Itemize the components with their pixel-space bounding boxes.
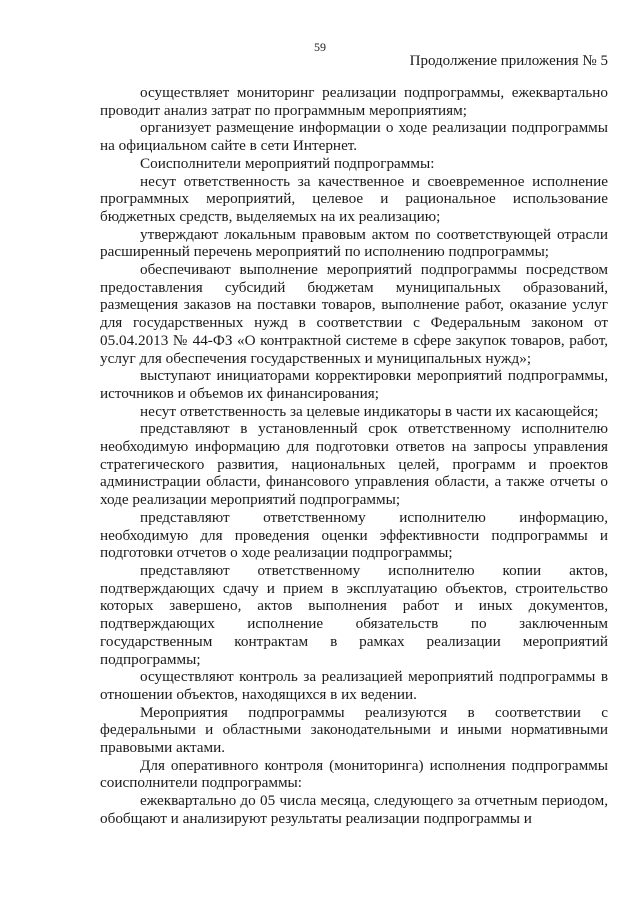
paragraph: несут ответственность за целевые индикаторы в части их касающейся; [140, 402, 599, 420]
paragraph: представляют в установленный срок ответственному исполнителю необходимую информацию для подготовки ответов на запросы управления стратегического развития, национальных целей, программ и проектов администрации области, финансового управления области, а также отчеты о ходе реализации мероприятий подпрограммы; [100, 420, 608, 509]
paragraph: Мероприятия подпрограммы реализуются в соответствии с федеральными и областными законодательными и иными нормативными правовыми актами. [100, 703, 608, 757]
paragraph: выступают инициаторами корректировки мероприятий подпрограммы, источников и объемов их финансирования; [100, 367, 608, 402]
continuation-header: Продолжение приложения № 5 [409, 53, 608, 69]
paragraph: осуществляют контроль за реализацией мероприятий подпрограммы в отношении объектов, находящихся в их ведении. [100, 668, 608, 703]
paragraph: обеспечивают выполнение мероприятий подпрограммы посредством предоставления субсидий бюджетам муниципальных образований, размещения заказов на поставки товаров, выполнение работ, оказание услуг для государственных нужд в соответствии с Федеральным законом от 05.04.2013 № 44-ФЗ «О контрактной системе в сфере закупок товаров, работ, услуг для обеспечения государственных и муниципальных нужд»; [100, 261, 608, 367]
paragraph: представляют ответственному исполнителю копии актов, подтверждающих сдачу и прием в эксплуатацию объектов, строительство которых завершено, актов выполнения работ и иных документов, подтверждающих исполнение обязательств по заключенным государственным контрактам в рамках реализации мероприятий подпрограммы; [100, 561, 608, 668]
paragraph: Для оперативного контроля (мониторинга) исполнения подпрограммы соисполнители подпрограммы: [100, 756, 608, 792]
paragraph: Соисполнители мероприятий подпрограммы: [140, 154, 435, 172]
paragraph: утверждают локальным правовым актом по соответствующей отрасли расширенный перечень мероприятий по исполнению подпрограммы; [100, 225, 608, 261]
paragraph: несут ответственность за качественное и своевременное исполнение программных мероприятий, целевое и рациональное использование бюджетных средств, выделяемых на их реализацию; [100, 172, 608, 225]
page-number: 59 [314, 40, 326, 54]
paragraph: представляют ответственному исполнителю информацию, необходимую для проведения оценки эффективности подпрограммы и подготовки отчетов о ходе реализации подпрограммы; [100, 508, 608, 562]
body-text [100, 84, 608, 828]
paragraph: организует размещение информации о ходе реализации подпрограммы на официальном сайте в сети Интернет. [100, 119, 608, 155]
paragraph: осуществляет мониторинг реализации подпрограммы, ежеквартально проводит анализ затрат по программным мероприятиям; [100, 84, 608, 119]
paragraph: ежеквартально до 05 числа месяца, следующего за отчетным периодом, обобщают и анализируют результаты реализации подпрограммы и [100, 792, 608, 827]
